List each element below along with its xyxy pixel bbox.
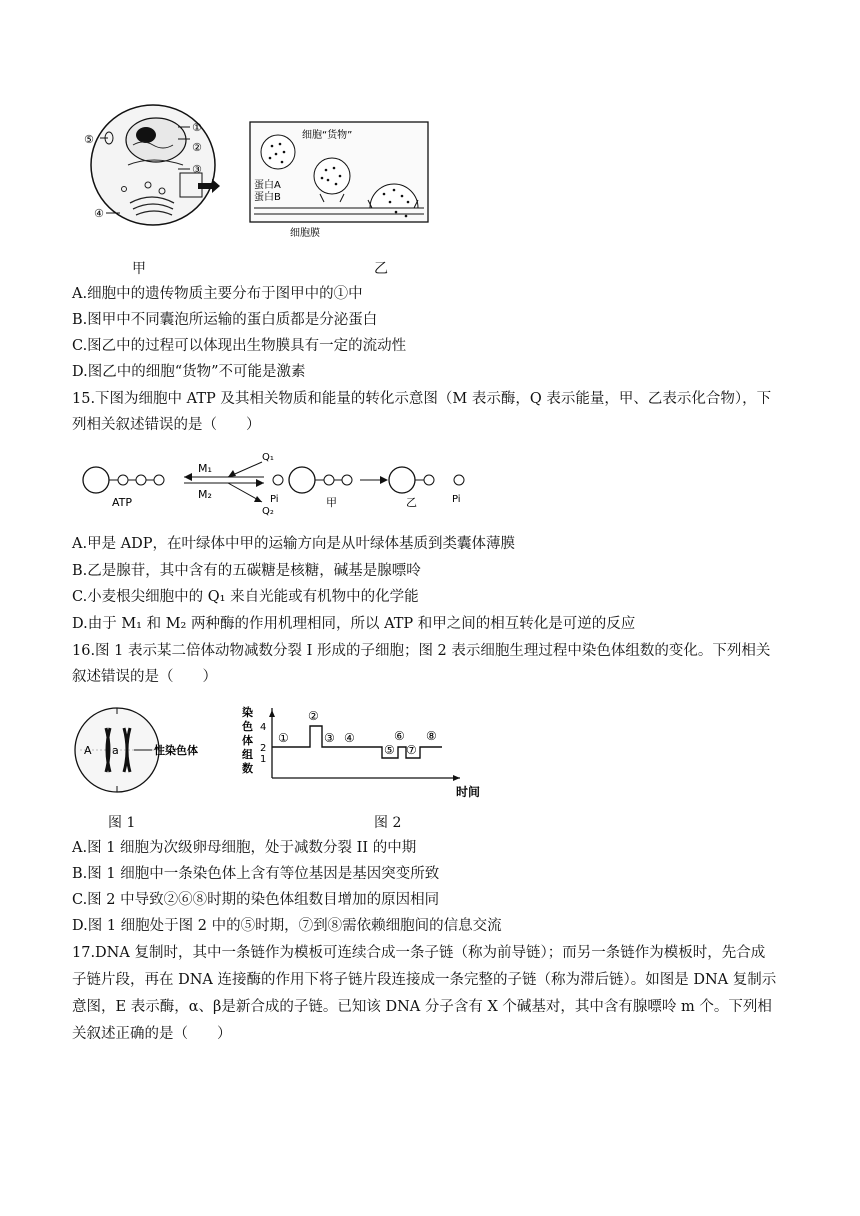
q15-stem-line1: 15.下图为细胞中 ATP 及其相关物质和能量的转化示意图（M 表示酶，Q 表示能量，甲、乙表示化合物），下 bbox=[72, 391, 772, 407]
figure-yi-exocytosis bbox=[250, 122, 430, 240]
ytick-4: 4 bbox=[260, 722, 267, 733]
xlabel: 时间 bbox=[456, 785, 481, 799]
jia-label: 甲 bbox=[326, 496, 337, 509]
q15-option-c: C.小麦根尖细胞中的 Q₁ 来自光能或有机物中的化学能 bbox=[72, 589, 419, 605]
cargo-label: 细胞“货物” bbox=[302, 130, 353, 141]
ylabel-char-3: 体 bbox=[242, 734, 253, 747]
ylabel-char-5: 数 bbox=[242, 762, 253, 775]
phase-2: ② bbox=[308, 709, 319, 723]
q17-line2: 子链片段，再在 DNA 连接酶的作用下将子链片段连接成一条完整的子链（称为滞后链）。如图是 DNA 复制示 bbox=[72, 972, 777, 988]
phase-4: ④ bbox=[344, 731, 355, 745]
q16-figure2-chart bbox=[242, 702, 502, 807]
membrane-label: 细胞膜 bbox=[290, 228, 320, 239]
q15-stem-line2: 列相关叙述错误的是（ ） bbox=[72, 417, 261, 433]
q17-line4: 关叙述正确的是（ ） bbox=[72, 1026, 232, 1042]
label-3: ③ bbox=[192, 163, 202, 176]
phase-1: ① bbox=[278, 731, 289, 745]
figure1-caption: 图 1 bbox=[108, 815, 136, 831]
gene-a-upper: A bbox=[84, 744, 92, 757]
q16-stem-line2: 叙述错误的是（ ） bbox=[72, 669, 217, 685]
label-4: ④ bbox=[94, 207, 104, 220]
q15-option-d: D.由于 M₁ 和 M₂ 两种酶的作用机理相同，所以 ATP 和甲之间的相互转化是可逆的反应 bbox=[72, 616, 636, 632]
q16-option-b: B.图 1 细胞中一条染色体上含有等位基因是基因突变所致 bbox=[72, 866, 440, 882]
gene-a-lower: a bbox=[112, 744, 119, 757]
label-5: ⑤ bbox=[84, 133, 94, 146]
figure-yi-caption: 乙 bbox=[374, 261, 388, 277]
q16-stem-line1: 16.图 1 表示某二倍体动物减数分裂 I 形成的子细胞；图 2 表示细胞生理过程中染色体组数的变化。下列相关 bbox=[72, 643, 771, 659]
q17-line1: 17.DNA 复制时，其中一条链作为模板可连续合成一条子链（称为前导链）；而另一条链作为模板时，先合成 bbox=[72, 945, 766, 961]
pi-label-1: Pi bbox=[270, 494, 279, 505]
atp-label: ATP bbox=[112, 496, 133, 509]
m2-label: M₂ bbox=[198, 488, 212, 501]
ylabel-char-4: 组 bbox=[242, 748, 253, 761]
label-1: ① bbox=[192, 121, 202, 134]
m1-label: M₁ bbox=[198, 462, 212, 475]
figure-jia-cell bbox=[78, 95, 228, 245]
phase-6: ⑥ bbox=[394, 729, 405, 743]
protein-b-label: 蛋白B bbox=[254, 192, 281, 203]
q15-atp-diagram bbox=[78, 448, 478, 518]
figure2-caption: 图 2 bbox=[374, 815, 402, 831]
phase-8: ⑧ bbox=[426, 729, 437, 743]
phase-7: ⑦ bbox=[406, 743, 417, 757]
q1-label: Q₁ bbox=[262, 452, 274, 463]
q14-option-c: C.图乙中的过程可以体现出生物膜具有一定的流动性 bbox=[72, 338, 407, 354]
q14-option-b: B.图甲中不同囊泡所运输的蛋白质都是分泌蛋白 bbox=[72, 312, 378, 328]
phase-5: ⑤ bbox=[384, 743, 395, 757]
q15-option-b: B.乙是腺苷，其中含有的五碳糖是核糖，碱基是腺嘌呤 bbox=[72, 563, 421, 579]
sex-chromosome-label: 性染色体 bbox=[154, 744, 198, 757]
ylabel-char-1: 染 bbox=[242, 706, 253, 719]
q16-option-a: A.图 1 细胞为次级卵母细胞，处于减数分裂 II 的中期 bbox=[72, 840, 417, 856]
q16-option-c: C.图 2 中导致②⑥⑧时期的染色体组数目增加的原因相同 bbox=[72, 892, 440, 908]
phase-3: ③ bbox=[324, 731, 335, 745]
ytick-1: 1 bbox=[260, 754, 267, 765]
q16-option-d: D.图 1 细胞处于图 2 中的⑤时期，⑦到⑧需依赖细胞间的信息交流 bbox=[72, 918, 502, 934]
q2-label: Q₂ bbox=[262, 506, 274, 517]
ytick-2: 2 bbox=[260, 743, 267, 754]
yi-label: 乙 bbox=[406, 496, 417, 509]
q17-line3: 意图，E 表示酶，α、β是新合成的子链。已知该 DNA 分子含有 X 个碱基对，其中含有腺嘌呤 m 个。下列相 bbox=[72, 999, 772, 1015]
protein-a-label: 蛋白A bbox=[254, 180, 281, 191]
label-2: ② bbox=[192, 141, 202, 154]
q15-option-a: A.甲是 ADP，在叶绿体中甲的运输方向是从叶绿体基质到类囊体薄膜 bbox=[72, 536, 516, 552]
q14-option-a: A.细胞中的遗传物质主要分布于图甲中的①中 bbox=[72, 286, 363, 302]
pi-label-2: Pi bbox=[452, 494, 461, 505]
figure-jia-caption: 甲 bbox=[132, 261, 146, 277]
ylabel-char-2: 色 bbox=[242, 720, 253, 733]
q14-option-d: D.图乙中的细胞“货物”不可能是激素 bbox=[72, 364, 306, 380]
